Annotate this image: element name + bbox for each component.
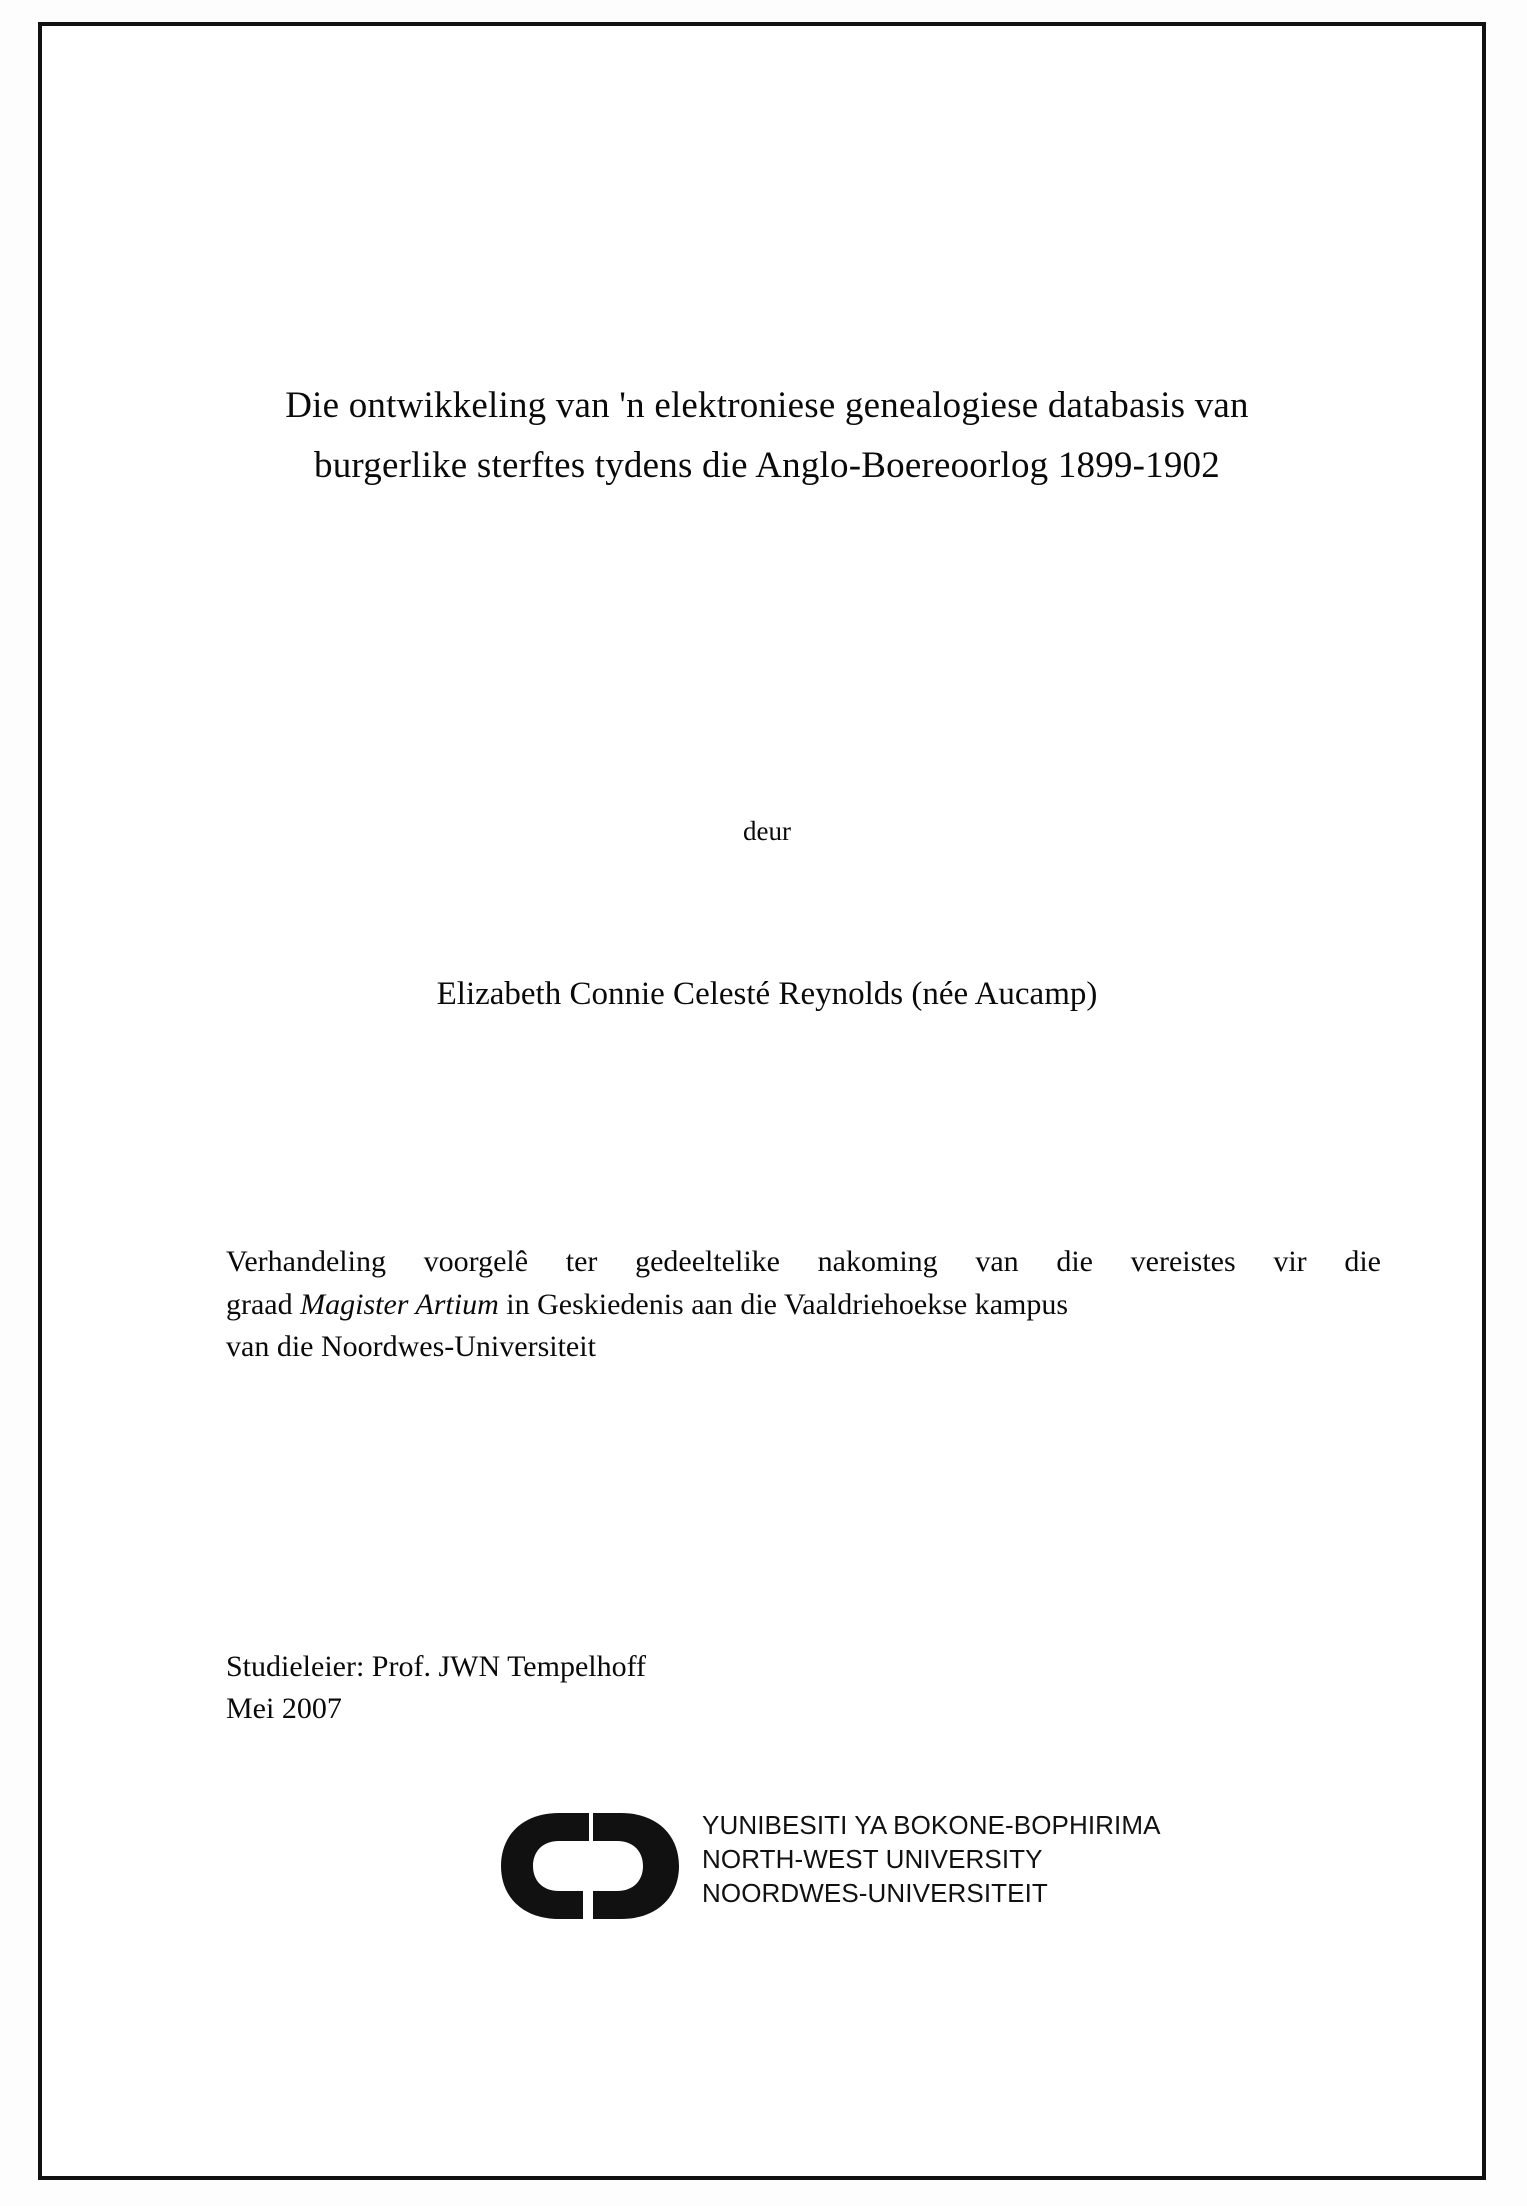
title-line-2: burgerlike sterftes tydens die Anglo-Boereoorlog 1899-1902	[314, 444, 1220, 486]
degree-statement-line-1: Verhandeling voorgelê ter gedeeltelike nakoming van die vereistes vir die	[226, 1245, 1381, 1278]
logo-text-line-1: YUNIBESITI YA BOKONE-BOPHIRIMA	[702, 1810, 1161, 1840]
page-border-frame	[38, 22, 1486, 2180]
degree-statement	[226, 1241, 1381, 1369]
north-west-university-logo-icon	[497, 1807, 692, 1925]
degree-statement-line-2-post: in Geskiedenis aan die Vaaldriehoekse kampus	[498, 1287, 1069, 1321]
degree-statement-line-2	[226, 1284, 1381, 1327]
university-logo-block	[497, 1801, 1161, 1931]
logo-text-line-3: NOORDWES-UNIVERSITEIT	[702, 1877, 1048, 1908]
supervisor-block	[226, 1646, 1126, 1730]
page-title	[192, 376, 1342, 496]
date-line: Mei 2007	[226, 1692, 342, 1725]
title-page-content	[42, 26, 1482, 2176]
degree-statement-line-2-pre: graad	[226, 1287, 301, 1321]
university-logo-text	[702, 1809, 1161, 1910]
title-line-1: Die ontwikkeling van 'n elektroniese genealogiese databasis van	[285, 385, 1249, 426]
logo-text-line-2: NORTH-WEST UNIVERSITY	[702, 1843, 1043, 1874]
supervisor-line: Studieleier: Prof. JWN Tempelhoff	[226, 1650, 647, 1683]
author-name: Elizabeth Connie Celesté Reynolds (née Aucamp)	[436, 976, 1098, 1012]
degree-name: Magister Artium	[300, 1287, 499, 1321]
by-label: deur	[743, 816, 791, 846]
degree-statement-line-3: van die Noordwes-Universiteit	[226, 1330, 596, 1364]
